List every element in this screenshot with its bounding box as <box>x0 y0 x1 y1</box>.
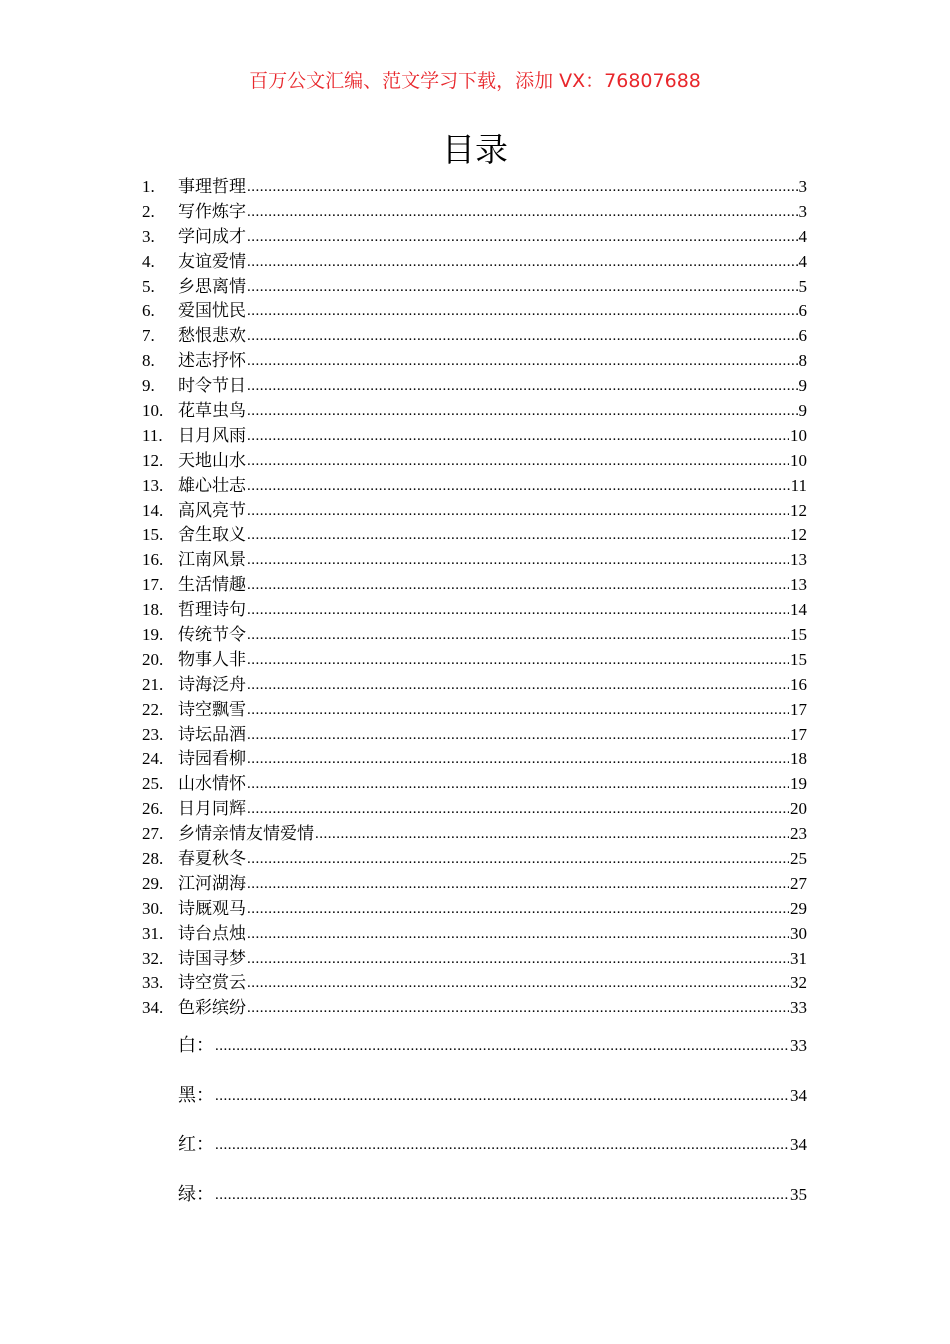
toc-leader-dots <box>247 225 798 250</box>
toc-leader-dots <box>247 523 789 548</box>
toc-entry-page: 9 <box>798 401 807 420</box>
toc-leader-dots <box>247 499 789 524</box>
toc-entry-number: 24. <box>142 749 164 769</box>
toc-entry-number: 1. <box>142 176 155 196</box>
toc-leader-dots <box>247 673 789 698</box>
toc-entry-label: 春夏秋冬 <box>178 849 246 870</box>
header-banner: 百万公文汇编、范文学习下载，添加 VX：76807688 <box>249 70 701 92</box>
toc-leader-dots <box>247 374 798 399</box>
toc-entry[interactable] <box>142 324 807 349</box>
toc-entry-number: 27. <box>142 824 164 844</box>
toc-entry-label: 诗坛品酒 <box>178 724 246 745</box>
toc-entry-number: 8. <box>142 351 155 371</box>
toc-entry[interactable] <box>142 225 807 250</box>
toc-entry-number: 2. <box>142 201 155 221</box>
toc-leader-dots <box>247 996 789 1021</box>
toc-entry-page: 9 <box>798 376 807 396</box>
toc-leader-dots <box>247 623 789 648</box>
toc-entry-page: 14 <box>790 600 807 620</box>
toc-entry[interactable] <box>142 200 807 225</box>
toc-entry[interactable] <box>142 797 807 822</box>
toc-leader-dots <box>247 573 789 598</box>
toc-leader-dots <box>247 947 789 972</box>
toc-entry-page: 15 <box>790 625 807 645</box>
toc-entry-page: 17 <box>790 724 807 744</box>
toc-entry[interactable] <box>142 349 807 374</box>
toc-leader-dots <box>247 797 789 822</box>
toc-entry-label: 江河湖海 <box>178 873 246 894</box>
toc-leader-dots <box>247 971 789 996</box>
toc-subentry-page: 34 <box>790 1135 807 1155</box>
toc-entry[interactable] <box>142 747 807 772</box>
toc-entry-label: 乡思离情 <box>178 276 246 297</box>
toc-entry-number: 15. <box>142 525 164 545</box>
toc-entry-page: 3 <box>798 201 807 221</box>
toc-entry-number: 17. <box>142 575 164 595</box>
toc-entry-page: 27 <box>790 873 807 893</box>
toc-entry[interactable] <box>142 623 807 648</box>
toc-entry[interactable] <box>142 474 807 499</box>
toc-entry[interactable] <box>142 399 807 424</box>
toc-leader-dots <box>247 299 798 324</box>
toc-entry-page: 12 <box>790 525 807 545</box>
toc-entry-label: 哲理诗句 <box>178 600 246 621</box>
toc-entry-label: 物事人非 <box>178 649 246 670</box>
toc-subentry-page: 34 <box>790 1085 807 1105</box>
toc-entry-label: 爱国忧民 <box>178 301 246 322</box>
toc-entry-number: 28. <box>142 849 164 869</box>
toc-leader-dots <box>247 175 798 200</box>
toc-entry-number: 31. <box>142 923 164 943</box>
toc-entry-page: 33 <box>790 998 807 1018</box>
toc-entry[interactable] <box>142 299 807 324</box>
toc-entry-page: 20 <box>790 799 807 819</box>
toc-leader-dots <box>215 1182 789 1208</box>
toc-entry-page: 10 <box>790 425 807 445</box>
toc-subentry[interactable] <box>178 1083 807 1133</box>
toc-entry-page: 6 <box>798 326 807 346</box>
toc-entry-page: 12 <box>790 500 807 520</box>
toc-entry-label: 雄心壮志 <box>178 475 246 496</box>
toc-entry-label: 诗厩观马 <box>178 898 246 919</box>
toc-leader-dots <box>247 872 789 897</box>
toc-entry-label: 诗园看柳 <box>178 749 246 770</box>
toc-leader-dots <box>247 449 789 474</box>
toc-leader-dots <box>247 474 790 499</box>
toc-entry[interactable] <box>142 947 807 972</box>
toc-entry-label: 高风亮节 <box>178 500 246 521</box>
toc-list <box>142 175 807 1021</box>
toc-entry-label: 舍生取义 <box>178 525 246 546</box>
toc-entry[interactable] <box>142 523 807 548</box>
toc-leader-dots <box>247 723 789 748</box>
toc-leader-dots <box>247 847 789 872</box>
toc-entry-number: 25. <box>142 774 164 794</box>
toc-leader-dots <box>247 922 789 947</box>
toc-entry-page: 29 <box>790 898 807 918</box>
toc-entry-label: 江南风景 <box>178 550 246 571</box>
toc-entry-label: 色彩缤纷 <box>178 998 246 1019</box>
toc-leader-dots <box>247 250 798 275</box>
toc-entry-page: 18 <box>790 749 807 769</box>
toc-entry[interactable] <box>142 996 807 1021</box>
toc-leader-dots <box>247 200 798 225</box>
toc-subentries <box>178 1033 807 1232</box>
toc-entry[interactable] <box>142 573 807 598</box>
toc-entry[interactable] <box>142 175 807 200</box>
toc-subentry-label: 红： <box>178 1134 214 1156</box>
toc-entry-page: 17 <box>790 699 807 719</box>
toc-entry-label: 事理哲理 <box>178 176 246 197</box>
toc-entry-label: 时令节日 <box>178 376 246 397</box>
toc-entry-page: 10 <box>790 450 807 470</box>
toc-entry-page: 11 <box>790 475 807 495</box>
toc-subentry[interactable] <box>178 1182 807 1232</box>
toc-entry-label: 友谊爱情 <box>178 251 246 272</box>
toc-entry-page: 19 <box>790 774 807 794</box>
toc-leader-dots <box>247 897 789 922</box>
toc-subentry[interactable] <box>178 1132 807 1182</box>
toc-entry-page: 13 <box>790 550 807 570</box>
toc-entry-number: 22. <box>142 699 164 719</box>
toc-entry-number: 7. <box>142 326 155 346</box>
toc-entry-number: 32. <box>142 948 164 968</box>
toc-entry-number: 5. <box>142 276 155 296</box>
toc-leader-dots <box>215 1132 789 1158</box>
toc-entry-label: 日月风雨 <box>178 425 246 446</box>
toc-leader-dots <box>247 275 798 300</box>
toc-leader-dots <box>247 747 789 772</box>
toc-leader-dots <box>247 772 789 797</box>
toc-subentry-page: 33 <box>790 1036 807 1055</box>
toc-entry-page: 25 <box>790 849 807 869</box>
toc-entry-label: 日月同辉 <box>178 799 246 820</box>
toc-entry-label: 诗空飘雪 <box>178 699 246 720</box>
toc-subentry-label: 白： <box>178 1035 214 1056</box>
toc-entry-label: 愁恨悲欢 <box>178 326 246 347</box>
toc-entry-label: 山水情怀 <box>178 774 246 795</box>
toc-leader-dots <box>315 822 789 847</box>
toc-entry-label: 诗国寻梦 <box>178 948 246 969</box>
toc-entry[interactable] <box>142 449 807 474</box>
toc-entry-page: 6 <box>798 301 807 321</box>
toc-entry[interactable] <box>142 772 807 797</box>
toc-entry[interactable] <box>142 598 807 623</box>
toc-leader-dots <box>247 648 789 673</box>
toc-entry-number: 13. <box>142 475 164 495</box>
toc-entry-label: 花草虫鸟 <box>178 401 246 421</box>
toc-entry[interactable] <box>142 548 807 573</box>
toc-entry[interactable] <box>142 897 807 922</box>
toc-leader-dots <box>247 324 798 349</box>
toc-subentry-label: 绿： <box>178 1184 214 1206</box>
toc-entry-label: 乡情亲情友情爱情 <box>178 824 314 845</box>
toc-entry-number: 20. <box>142 649 164 669</box>
toc-entry-page: 4 <box>798 251 807 271</box>
toc-entry-number: 34. <box>142 998 164 1018</box>
toc-entry[interactable] <box>142 698 807 723</box>
toc-leader-dots <box>247 349 798 374</box>
toc-entry-number: 16. <box>142 550 164 570</box>
toc-entry[interactable] <box>142 872 807 897</box>
toc-entry-page: 13 <box>790 575 807 595</box>
toc-entry-page: 30 <box>790 923 807 943</box>
toc-entry-label: 天地山水 <box>178 450 246 471</box>
toc-entry-number: 10. <box>142 401 164 420</box>
toc-entry-page: 5 <box>798 276 807 296</box>
toc-entry[interactable] <box>142 847 807 872</box>
toc-entry-label: 学问成才 <box>178 226 246 247</box>
toc-entry-label: 传统节令 <box>178 625 246 646</box>
toc-entry-number: 3. <box>142 226 155 246</box>
toc-entry-page: 4 <box>798 226 807 246</box>
toc-entry[interactable] <box>142 648 807 673</box>
toc-entry[interactable] <box>142 499 807 524</box>
toc-subentry-page: 35 <box>790 1185 807 1205</box>
toc-leader-dots <box>247 424 789 449</box>
toc-leader-dots <box>215 1033 789 1059</box>
toc-entry-page: 15 <box>790 649 807 669</box>
toc-entry-label: 诗台点烛 <box>178 923 246 944</box>
toc-leader-dots <box>247 399 798 424</box>
toc-entry-number: 19. <box>142 625 164 645</box>
toc-entry-number: 26. <box>142 799 164 819</box>
toc-entry-number: 9. <box>142 376 155 396</box>
toc-entry-label: 诗空赏云 <box>178 973 246 994</box>
toc-entry-number: 4. <box>142 251 155 271</box>
toc-leader-dots <box>247 548 789 573</box>
toc-entry-page: 3 <box>798 176 807 196</box>
toc-entry-label: 诗海泛舟 <box>178 674 246 695</box>
toc-entry-number: 29. <box>142 873 164 893</box>
toc-subentry[interactable] <box>178 1033 807 1083</box>
toc-entry[interactable] <box>142 424 807 449</box>
toc-entry[interactable] <box>142 673 807 698</box>
toc-leader-dots <box>247 698 789 723</box>
toc-entry-page: 16 <box>790 674 807 694</box>
page-title: 目录 <box>442 130 508 169</box>
toc-entry-number: 11. <box>142 425 163 445</box>
toc-entry-number: 6. <box>142 301 155 321</box>
toc-entry[interactable] <box>142 723 807 748</box>
toc-entry-number: 18. <box>142 600 164 620</box>
toc-entry-label: 述志抒怀 <box>178 351 246 372</box>
toc-entry-label: 写作炼字 <box>178 201 246 222</box>
toc-entry-page: 32 <box>790 973 807 993</box>
toc-entry-number: 14. <box>142 500 164 520</box>
toc-leader-dots <box>215 1083 789 1109</box>
toc-entry[interactable] <box>142 922 807 947</box>
toc-subentry-label: 黑： <box>178 1084 214 1106</box>
toc-entry-page: 31 <box>790 948 807 968</box>
toc-entry-page: 23 <box>790 824 807 844</box>
toc-entry[interactable] <box>142 250 807 275</box>
toc-entry-number: 30. <box>142 898 164 918</box>
toc-entry-label: 生活情趣 <box>178 575 246 596</box>
toc-entry-number: 21. <box>142 674 164 694</box>
toc-entry-number: 33. <box>142 973 164 993</box>
toc-entry[interactable] <box>142 275 807 300</box>
toc-entry[interactable] <box>142 374 807 399</box>
toc-entry[interactable] <box>142 822 807 847</box>
toc-leader-dots <box>247 598 789 623</box>
toc-entry-page: 8 <box>798 351 807 371</box>
toc-entry[interactable] <box>142 972 807 997</box>
toc-entry-number: 12. <box>142 450 164 470</box>
toc-entry-number: 23. <box>142 724 164 744</box>
